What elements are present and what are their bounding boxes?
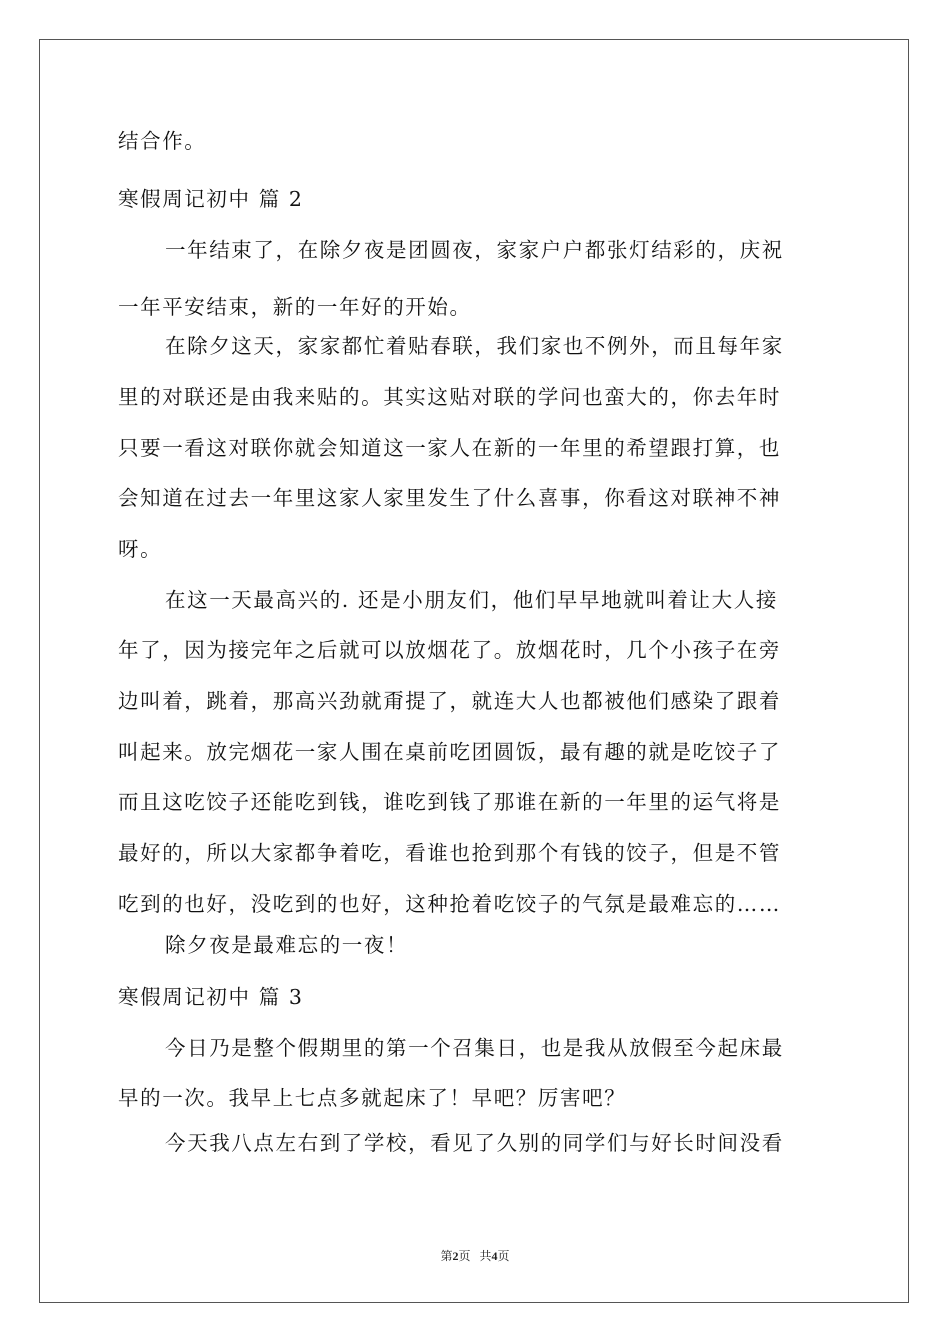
- page-suffix: 页: [458, 1249, 471, 1263]
- text-line: 而且这吃饺子还能吃到钱，谁吃到钱了那谁在新的一年里的运气将是: [118, 790, 781, 814]
- text-line: 边叫着，跳着，那高兴劲就甭提了，就连大人也都被他们感染了跟着: [118, 689, 781, 713]
- total-prefix: 共: [479, 1249, 492, 1263]
- text-line: 里的对联还是由我来贴的。其实这贴对联的学问也蛮大的，你去年时: [118, 385, 781, 409]
- text-line: 在这一天最高兴的. 还是小朋友们，他们早早地就叫着让大人接: [165, 588, 778, 612]
- text-line: 会知道在过去一年里这家人家里发生了什么喜事，你看这对联神不神: [118, 486, 781, 510]
- text-line: 今天我八点左右到了学校，看见了久别的同学们与好长时间没看: [165, 1131, 784, 1155]
- page-prefix: 第: [440, 1249, 453, 1263]
- text-line: 早的一次。我早上七点多就起床了！早吧？厉害吧？: [118, 1086, 627, 1110]
- text-line: 最好的，所以大家都争着吃，看谁也抢到那个有钱的饺子，但是不管: [118, 841, 781, 865]
- text-line: 吃到的也好，没吃到的也好，这种抢着吃饺子的气氛是最难忘的……: [118, 892, 781, 916]
- text-line: 结合作。: [118, 129, 207, 153]
- total-pages: 4: [491, 1249, 498, 1263]
- text-line: 除夕夜是最难忘的一夜！: [165, 933, 409, 957]
- section-heading: 寒假周记初中 篇 2: [118, 187, 304, 211]
- page-border: [39, 39, 909, 1303]
- text-line: 一年平安结束，新的一年好的开始。: [118, 295, 472, 319]
- page-footer: [0, 1247, 950, 1264]
- section-heading: 寒假周记初中 篇 3: [118, 985, 304, 1009]
- text-line: 只要一看这对联你就会知道这一家人在新的一年里的希望跟打算，也: [118, 436, 781, 460]
- text-line: 叫起来。放完烟花一家人围在桌前吃团圆饭，最有趣的就是吃饺子了: [118, 740, 781, 764]
- text-line: 今日乃是整个假期里的第一个召集日，也是我从放假至今起床最: [165, 1036, 784, 1060]
- page-number: 2: [452, 1249, 459, 1263]
- text-line: 一年结束了，在除夕夜是团圆夜，家家户户都张灯结彩的，庆祝: [165, 238, 784, 262]
- text-line: 呀。: [118, 537, 163, 561]
- total-suffix: 页: [497, 1249, 510, 1263]
- text-line: 在除夕这天，家家都忙着贴春联，我们家也不例外，而且每年家: [165, 334, 784, 358]
- text-line: 年了，因为接完年之后就可以放烟花了。放烟花时，几个小孩子在旁: [118, 638, 781, 662]
